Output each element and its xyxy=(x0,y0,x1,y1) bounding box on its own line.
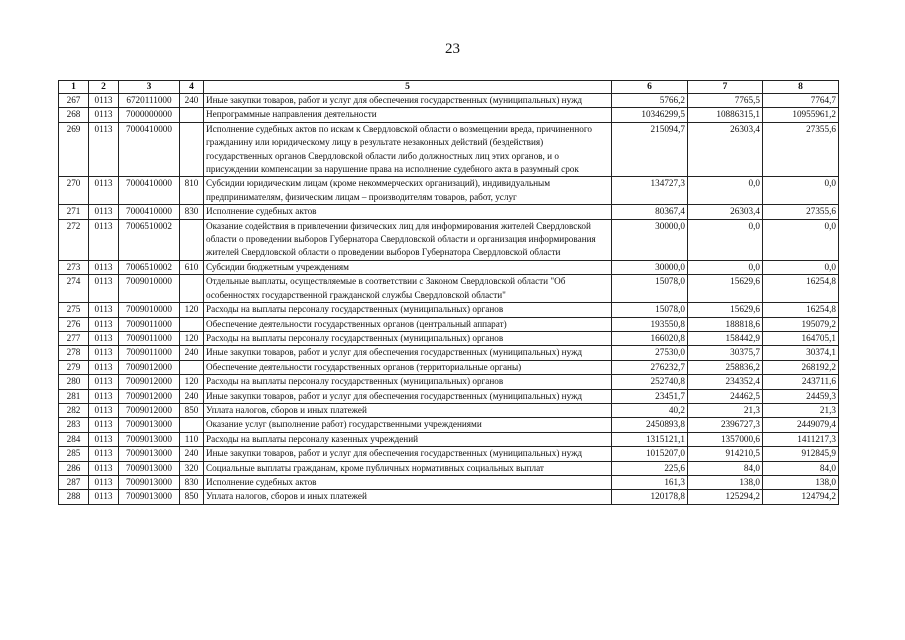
amount-year-3-cell: 124794,2 xyxy=(763,490,839,504)
amount-year-2-cell: 158442,9 xyxy=(688,331,763,345)
column-header: 3 xyxy=(119,81,180,94)
target-article-code-cell: 7000410000 xyxy=(119,122,180,177)
amount-year-2-cell: 15629,6 xyxy=(688,275,763,303)
row-number-cell: 281 xyxy=(59,389,89,403)
target-article-code-cell: 7009010000 xyxy=(119,303,180,317)
row-number-cell: 267 xyxy=(59,94,89,108)
column-header: 8 xyxy=(763,81,839,94)
description-cell: Субсидии юридическим лицам (кроме некоммерческих организаций), индивидуальным предпринимателям, физическим лицам – производителям товаров, работ, услуг xyxy=(204,177,612,205)
description-cell: Оказание содействия в привлечении физических лиц для информирования жителей Свердловской области о проведении выборов Губернатора Свердловской области и организация информирования жителей Свердловской области о проведении выборов Губернатора Свердловской области xyxy=(204,219,612,260)
expense-type-code-cell: 240 xyxy=(180,389,204,403)
expense-type-code-cell xyxy=(180,219,204,260)
section-code-cell: 0113 xyxy=(89,205,119,219)
amount-year-1-cell: 15078,0 xyxy=(612,303,688,317)
description-cell: Уплата налогов, сборов и иных платежей xyxy=(204,403,612,417)
amount-year-2-cell: 0,0 xyxy=(688,219,763,260)
table-row xyxy=(59,303,839,317)
table-row xyxy=(59,94,839,108)
target-article-code-cell: 7009012000 xyxy=(119,389,180,403)
description-cell: Отдельные выплаты, осуществляемые в соответствии с Законом Свердловской области "Об особенностях государственной гражданской службы Свердловской области" xyxy=(204,275,612,303)
section-code-cell: 0113 xyxy=(89,375,119,389)
page-number: 23 xyxy=(445,41,460,57)
amount-year-1-cell: 30000,0 xyxy=(612,219,688,260)
section-code-cell: 0113 xyxy=(89,346,119,360)
expense-type-code-cell: 110 xyxy=(180,432,204,446)
target-article-code-cell: 7009013000 xyxy=(119,447,180,461)
amount-year-2-cell: 24462,5 xyxy=(688,389,763,403)
expense-type-code-cell: 830 xyxy=(180,475,204,489)
amount-year-3-cell: 10955961,2 xyxy=(763,108,839,122)
section-code-cell: 0113 xyxy=(89,475,119,489)
row-number-cell: 269 xyxy=(59,122,89,177)
amount-year-1-cell: 252740,8 xyxy=(612,375,688,389)
row-number-cell: 271 xyxy=(59,205,89,219)
amount-year-3-cell: 138,0 xyxy=(763,475,839,489)
target-article-code-cell: 7009013000 xyxy=(119,418,180,432)
expense-type-code-cell xyxy=(180,275,204,303)
expense-type-code-cell: 320 xyxy=(180,461,204,475)
row-number-cell: 284 xyxy=(59,432,89,446)
expense-type-code-cell: 120 xyxy=(180,375,204,389)
amount-year-2-cell: 138,0 xyxy=(688,475,763,489)
target-article-code-cell: 7009013000 xyxy=(119,461,180,475)
amount-year-2-cell: 84,0 xyxy=(688,461,763,475)
amount-year-2-cell: 30375,7 xyxy=(688,346,763,360)
target-article-code-cell: 6720111000 xyxy=(119,94,180,108)
row-number-cell: 278 xyxy=(59,346,89,360)
amount-year-2-cell: 1357000,6 xyxy=(688,432,763,446)
table-row xyxy=(59,219,839,260)
table-row xyxy=(59,346,839,360)
amount-year-1-cell: 2450893,8 xyxy=(612,418,688,432)
description-cell: Расходы на выплаты персоналу государственных (муниципальных) органов xyxy=(204,303,612,317)
amount-year-2-cell: 26303,4 xyxy=(688,205,763,219)
row-number-cell: 279 xyxy=(59,360,89,374)
description-cell: Уплата налогов, сборов и иных платежей xyxy=(204,490,612,504)
amount-year-3-cell: 0,0 xyxy=(763,260,839,274)
section-code-cell: 0113 xyxy=(89,94,119,108)
description-cell: Иные закупки товаров, работ и услуг для обеспечения государственных (муниципальных) нужд xyxy=(204,346,612,360)
amount-year-3-cell: 0,0 xyxy=(763,219,839,260)
table-row xyxy=(59,317,839,331)
column-header: 7 xyxy=(688,81,763,94)
section-code-cell: 0113 xyxy=(89,303,119,317)
row-number-cell: 288 xyxy=(59,490,89,504)
section-code-cell: 0113 xyxy=(89,403,119,417)
expense-type-code-cell: 120 xyxy=(180,303,204,317)
table-row xyxy=(59,490,839,504)
description-cell: Субсидии бюджетным учреждениям xyxy=(204,260,612,274)
table-row xyxy=(59,260,839,274)
amount-year-1-cell: 30000,0 xyxy=(612,260,688,274)
table-row xyxy=(59,403,839,417)
amount-year-1-cell: 1015207,0 xyxy=(612,447,688,461)
expense-type-code-cell xyxy=(180,108,204,122)
description-cell: Оказание услуг (выполнение работ) государственными учреждениями xyxy=(204,418,612,432)
amount-year-1-cell: 120178,8 xyxy=(612,490,688,504)
table-row xyxy=(59,418,839,432)
amount-year-2-cell: 15629,6 xyxy=(688,303,763,317)
section-code-cell: 0113 xyxy=(89,177,119,205)
section-code-cell: 0113 xyxy=(89,360,119,374)
table-row xyxy=(59,375,839,389)
description-cell: Расходы на выплаты персоналу государственных (муниципальных) органов xyxy=(204,331,612,345)
row-number-cell: 282 xyxy=(59,403,89,417)
amount-year-3-cell: 84,0 xyxy=(763,461,839,475)
section-code-cell: 0113 xyxy=(89,317,119,331)
description-cell: Иные закупки товаров, работ и услуг для обеспечения государственных (муниципальных) нужд xyxy=(204,94,612,108)
amount-year-2-cell: 234352,4 xyxy=(688,375,763,389)
amount-year-2-cell: 0,0 xyxy=(688,260,763,274)
amount-year-3-cell: 243711,6 xyxy=(763,375,839,389)
amount-year-2-cell: 258836,2 xyxy=(688,360,763,374)
amount-year-1-cell: 193550,8 xyxy=(612,317,688,331)
amount-year-2-cell: 0,0 xyxy=(688,177,763,205)
target-article-code-cell: 7000410000 xyxy=(119,177,180,205)
table-row xyxy=(59,177,839,205)
target-article-code-cell: 7006510002 xyxy=(119,260,180,274)
table-row xyxy=(59,475,839,489)
expense-type-code-cell: 850 xyxy=(180,490,204,504)
amount-year-3-cell: 30374,1 xyxy=(763,346,839,360)
column-header: 1 xyxy=(59,81,89,94)
target-article-code-cell: 7009012000 xyxy=(119,360,180,374)
amount-year-3-cell: 16254,8 xyxy=(763,275,839,303)
row-number-cell: 270 xyxy=(59,177,89,205)
target-article-code-cell: 7009011000 xyxy=(119,331,180,345)
table-row xyxy=(59,108,839,122)
description-cell: Обеспечение деятельности государственных органов (территориальные органы) xyxy=(204,360,612,374)
expense-type-code-cell xyxy=(180,122,204,177)
amount-year-3-cell: 21,3 xyxy=(763,403,839,417)
target-article-code-cell: 7009013000 xyxy=(119,475,180,489)
amount-year-3-cell: 2449079,4 xyxy=(763,418,839,432)
row-number-cell: 268 xyxy=(59,108,89,122)
table-row xyxy=(59,389,839,403)
description-cell: Расходы на выплаты персоналу государственных (муниципальных) органов xyxy=(204,375,612,389)
row-number-cell: 280 xyxy=(59,375,89,389)
expense-type-code-cell: 240 xyxy=(180,94,204,108)
row-number-cell: 286 xyxy=(59,461,89,475)
table-row xyxy=(59,275,839,303)
expense-type-code-cell xyxy=(180,418,204,432)
description-cell: Непрограммные направления деятельности xyxy=(204,108,612,122)
description-cell: Иные закупки товаров, работ и услуг для обеспечения государственных (муниципальных) нужд xyxy=(204,389,612,403)
row-number-cell: 272 xyxy=(59,219,89,260)
description-cell: Расходы на выплаты персоналу казенных учреждений xyxy=(204,432,612,446)
section-code-cell: 0113 xyxy=(89,418,119,432)
column-header: 2 xyxy=(89,81,119,94)
row-number-cell: 277 xyxy=(59,331,89,345)
description-cell: Обеспечение деятельности государственных органов (центральный аппарат) xyxy=(204,317,612,331)
table-header-row xyxy=(59,81,839,94)
target-article-code-cell: 7000410000 xyxy=(119,205,180,219)
target-article-code-cell: 7000000000 xyxy=(119,108,180,122)
section-code-cell: 0113 xyxy=(89,331,119,345)
expense-type-code-cell: 120 xyxy=(180,331,204,345)
amount-year-1-cell: 161,3 xyxy=(612,475,688,489)
expense-type-code-cell: 810 xyxy=(180,177,204,205)
description-cell: Социальные выплаты гражданам, кроме публичных нормативных социальных выплат xyxy=(204,461,612,475)
amount-year-2-cell: 21,3 xyxy=(688,403,763,417)
description-cell: Исполнение судебных актов xyxy=(204,475,612,489)
target-article-code-cell: 7009011000 xyxy=(119,346,180,360)
amount-year-3-cell: 1411217,3 xyxy=(763,432,839,446)
row-number-cell: 283 xyxy=(59,418,89,432)
section-code-cell: 0113 xyxy=(89,108,119,122)
amount-year-1-cell: 15078,0 xyxy=(612,275,688,303)
description-cell: Исполнение судебных актов по искам к Свердловской области о возмещении вреда, причиненного гражданину или юридическому лицу в результате незаконных действий (бездействия) государственных органов Свердловской области либо должностных лиц этих органов, и о присуждении компенсации за нарушение права на исполнение судебного акта в разумный срок xyxy=(204,122,612,177)
amount-year-1-cell: 40,2 xyxy=(612,403,688,417)
row-number-cell: 276 xyxy=(59,317,89,331)
section-code-cell: 0113 xyxy=(89,260,119,274)
section-code-cell: 0113 xyxy=(89,447,119,461)
column-header: 6 xyxy=(612,81,688,94)
amount-year-1-cell: 276232,7 xyxy=(612,360,688,374)
expense-type-code-cell xyxy=(180,317,204,331)
amount-year-1-cell: 1315121,1 xyxy=(612,432,688,446)
amount-year-2-cell: 10886315,1 xyxy=(688,108,763,122)
amount-year-2-cell: 188818,6 xyxy=(688,317,763,331)
amount-year-3-cell: 912845,9 xyxy=(763,447,839,461)
table-row xyxy=(59,205,839,219)
target-article-code-cell: 7009012000 xyxy=(119,375,180,389)
row-number-cell: 273 xyxy=(59,260,89,274)
section-code-cell: 0113 xyxy=(89,389,119,403)
description-cell: Исполнение судебных актов xyxy=(204,205,612,219)
amount-year-1-cell: 5766,2 xyxy=(612,94,688,108)
expense-type-code-cell xyxy=(180,360,204,374)
amount-year-3-cell: 16254,8 xyxy=(763,303,839,317)
section-code-cell: 0113 xyxy=(89,219,119,260)
table-body xyxy=(59,94,839,505)
amount-year-1-cell: 80367,4 xyxy=(612,205,688,219)
expense-type-code-cell: 850 xyxy=(180,403,204,417)
amount-year-3-cell: 7764,7 xyxy=(763,94,839,108)
amount-year-1-cell: 166020,8 xyxy=(612,331,688,345)
amount-year-1-cell: 10346299,5 xyxy=(612,108,688,122)
expense-type-code-cell: 610 xyxy=(180,260,204,274)
table-row xyxy=(59,331,839,345)
amount-year-1-cell: 215094,7 xyxy=(612,122,688,177)
amount-year-3-cell: 24459,3 xyxy=(763,389,839,403)
amount-year-1-cell: 27530,0 xyxy=(612,346,688,360)
amount-year-2-cell: 2396727,3 xyxy=(688,418,763,432)
amount-year-3-cell: 195079,2 xyxy=(763,317,839,331)
amount-year-2-cell: 125294,2 xyxy=(688,490,763,504)
row-number-cell: 274 xyxy=(59,275,89,303)
target-article-code-cell: 7009010000 xyxy=(119,275,180,303)
section-code-cell: 0113 xyxy=(89,275,119,303)
row-number-cell: 275 xyxy=(59,303,89,317)
row-number-cell: 285 xyxy=(59,447,89,461)
column-header: 4 xyxy=(180,81,204,94)
column-header: 5 xyxy=(204,81,612,94)
description-cell: Иные закупки товаров, работ и услуг для обеспечения государственных (муниципальных) нужд xyxy=(204,447,612,461)
amount-year-3-cell: 164705,1 xyxy=(763,331,839,345)
target-article-code-cell: 7006510002 xyxy=(119,219,180,260)
amount-year-2-cell: 914210,5 xyxy=(688,447,763,461)
table-row xyxy=(59,447,839,461)
amount-year-3-cell: 27355,6 xyxy=(763,122,839,177)
amount-year-3-cell: 27355,6 xyxy=(763,205,839,219)
table-row xyxy=(59,122,839,177)
section-code-cell: 0113 xyxy=(89,490,119,504)
amount-year-1-cell: 23451,7 xyxy=(612,389,688,403)
target-article-code-cell: 7009012000 xyxy=(119,403,180,417)
target-article-code-cell: 7009013000 xyxy=(119,490,180,504)
section-code-cell: 0113 xyxy=(89,432,119,446)
amount-year-3-cell: 0,0 xyxy=(763,177,839,205)
table-row xyxy=(59,432,839,446)
section-code-cell: 0113 xyxy=(89,461,119,475)
expense-type-code-cell: 240 xyxy=(180,346,204,360)
amount-year-2-cell: 7765,5 xyxy=(688,94,763,108)
row-number-cell: 287 xyxy=(59,475,89,489)
amount-year-2-cell: 26303,4 xyxy=(688,122,763,177)
table-row xyxy=(59,360,839,374)
expense-type-code-cell: 240 xyxy=(180,447,204,461)
expense-type-code-cell: 830 xyxy=(180,205,204,219)
table-row xyxy=(59,461,839,475)
budget-table xyxy=(58,80,839,505)
amount-year-1-cell: 134727,3 xyxy=(612,177,688,205)
target-article-code-cell: 7009013000 xyxy=(119,432,180,446)
section-code-cell: 0113 xyxy=(89,122,119,177)
amount-year-3-cell: 268192,2 xyxy=(763,360,839,374)
amount-year-1-cell: 225,6 xyxy=(612,461,688,475)
target-article-code-cell: 7009011000 xyxy=(119,317,180,331)
